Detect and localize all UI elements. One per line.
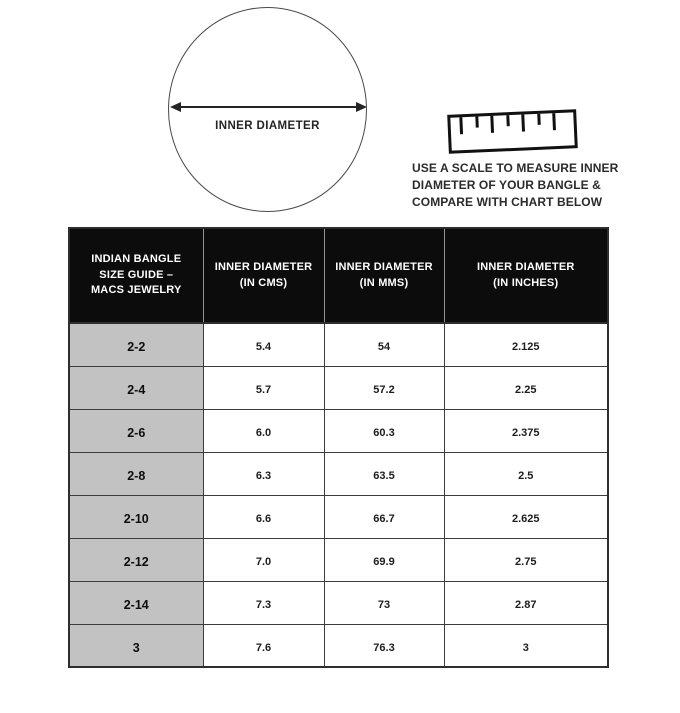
size-label: 3 xyxy=(69,624,203,667)
inches-value: 3 xyxy=(444,624,608,667)
inches-value: 2.25 xyxy=(444,366,608,409)
cms-value: 6.0 xyxy=(203,409,324,452)
instruction-line: DIAMETER OF YOUR BANGLE & xyxy=(412,178,601,192)
size-label: 2-4 xyxy=(69,366,203,409)
table-row xyxy=(69,538,608,581)
header-line: INDIAN BANGLE xyxy=(91,253,182,266)
table-row xyxy=(69,323,608,366)
mms-value: 54 xyxy=(324,323,444,366)
ruler-tick xyxy=(490,116,494,133)
size-label: 2-8 xyxy=(69,452,203,495)
header-line: INNER DIAMETER xyxy=(214,261,313,273)
cms-value: 6.6 xyxy=(203,495,324,538)
instruction-line: COMPARE WITH CHART BELOW xyxy=(412,195,603,209)
table-row xyxy=(69,581,608,624)
inches-value: 2.87 xyxy=(444,581,608,624)
cms-value: 5.4 xyxy=(203,323,324,366)
instruction-line: USE A SCALE TO MEASURE INNER xyxy=(412,161,619,175)
table-row xyxy=(69,452,608,495)
header-diameter-cms xyxy=(203,228,324,323)
diameter-arrow-right-icon xyxy=(356,102,367,112)
ruler-icon xyxy=(447,109,578,154)
header-line: MACS JEWELRY xyxy=(90,284,182,297)
table-row xyxy=(69,366,608,409)
size-label: 2-14 xyxy=(69,581,203,624)
cms-value: 6.3 xyxy=(203,452,324,495)
cms-value: 5.7 xyxy=(203,366,324,409)
ruler-tick xyxy=(552,113,556,130)
header-line: (IN INCHES) xyxy=(493,276,559,289)
mms-value: 66.7 xyxy=(324,495,444,538)
mms-value: 76.3 xyxy=(324,624,444,667)
mms-value: 57.2 xyxy=(324,366,444,409)
header-diameter-mms xyxy=(324,228,444,323)
cms-value: 7.0 xyxy=(203,538,324,581)
size-label: 2-10 xyxy=(69,495,203,538)
inches-value: 2.625 xyxy=(444,495,608,538)
header-line: (IN CMS) xyxy=(239,276,288,289)
ruler-tick xyxy=(459,117,463,134)
size-label: 2-12 xyxy=(69,538,203,581)
bangle-circle-diagram xyxy=(168,7,367,212)
inches-value: 2.75 xyxy=(444,538,608,581)
size-label: 2-2 xyxy=(69,323,203,366)
mms-value: 69.9 xyxy=(324,538,444,581)
size-label: 2-6 xyxy=(69,409,203,452)
cms-value: 7.3 xyxy=(203,581,324,624)
header-diameter-inches xyxy=(444,228,608,323)
mms-value: 63.5 xyxy=(324,452,444,495)
inches-value: 2.5 xyxy=(444,452,608,495)
cms-value: 7.6 xyxy=(203,624,324,667)
inches-value: 2.375 xyxy=(444,409,608,452)
inches-value: 2.125 xyxy=(444,323,608,366)
header-line: INNER DIAMETER xyxy=(335,261,433,273)
table-row xyxy=(69,624,608,667)
ruler-tick xyxy=(475,116,478,127)
header-line: INNER DIAMETER xyxy=(476,261,575,273)
ruler-tick xyxy=(537,114,540,125)
mms-value: 60.3 xyxy=(324,409,444,452)
header-line: SIZE GUIDE – xyxy=(99,268,174,281)
table-row xyxy=(69,495,608,538)
mms-value: 73 xyxy=(324,581,444,624)
ruler-tick xyxy=(521,114,525,131)
size-chart-table xyxy=(68,227,609,668)
measuring-instructions xyxy=(412,160,622,211)
ruler-tick xyxy=(506,115,509,126)
header-line: (IN MMS) xyxy=(359,276,409,289)
header-size-guide xyxy=(69,228,203,323)
diameter-arrow-line xyxy=(178,106,358,108)
table-row xyxy=(69,409,608,452)
inner-diameter-label: INNER DIAMETER xyxy=(215,120,320,132)
header-row xyxy=(69,228,608,323)
